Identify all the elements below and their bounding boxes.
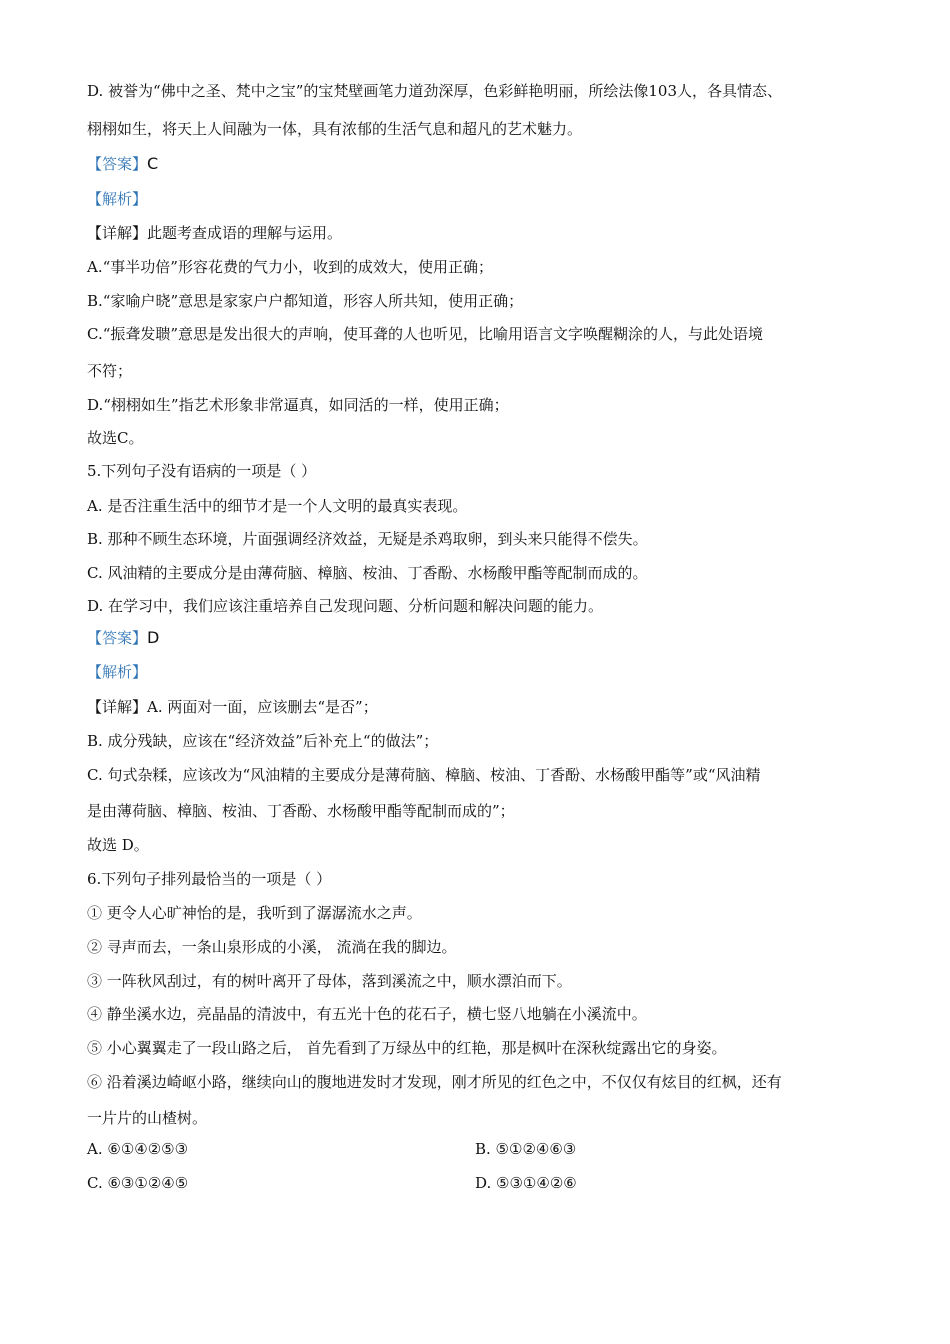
detail-tag: 【详解】 bbox=[87, 224, 148, 242]
q5-analysis-tag: 【解析】 bbox=[87, 663, 148, 681]
answer-value: C bbox=[147, 154, 159, 173]
q6-option-d: D. ⑤③①④②⑥ bbox=[475, 1174, 577, 1192]
q5-explain-b: B. 成分残缺，应该在“经济效益”后补充上“的做法”； bbox=[87, 732, 439, 750]
answer-value: D bbox=[147, 628, 160, 647]
q6-option-b: B. ⑤①②④⑥③ bbox=[475, 1140, 577, 1158]
q4-explain-b: B.“家喻户晓”意思是家家户户都知道，形容人所共知，使用正确； bbox=[87, 292, 524, 310]
q5-explain-c-line1: C. 句式杂糅，应该改为“风油精的主要成分是薄荷脑、樟脑、桉油、丁香酚、水杨酸甲酯等”或“风油精 bbox=[87, 766, 761, 784]
q5-conclusion: 故选 D。 bbox=[87, 836, 149, 854]
q6-sentence-3: ③ 一阵秋风刮过，有的树叶离开了母体，落到溪流之中，顺水漂泊而下。 bbox=[87, 972, 572, 990]
q5-stem: 5.下列句子没有语病的一项是（ ） bbox=[87, 462, 317, 480]
q6-sentence-6-line1: ⑥ 沿着溪边崎岖小路，继续向山的腹地进发时才发现，刚才所见的红色之中，不仅仅有炫目的红枫，还有 bbox=[87, 1073, 782, 1091]
q4-explain-d: D.“栩栩如生”指艺术形象非常逼真，如同活的一样，使用正确； bbox=[87, 396, 509, 414]
detail-tag: 【详解】 bbox=[87, 698, 148, 716]
answer-tag: 【答案】 bbox=[87, 629, 148, 647]
q4-explain-a: A.“事半功倍”形容花费的气力小，收到的成效大，使用正确； bbox=[87, 258, 493, 276]
q4-explain-c-line2: 不符； bbox=[87, 362, 133, 380]
q4-option-d-line2: 栩栩如生，将天上人间融为一体，具有浓郁的生活气息和超凡的艺术魅力。 bbox=[87, 120, 583, 138]
q6-sentence-2: ② 寻声而去，一条山泉形成的小溪， 流淌在我的脚边。 bbox=[87, 938, 457, 956]
answer-tag: 【答案】 bbox=[87, 155, 148, 173]
detail-text: A. 两面对一面，应该删去“是否”； bbox=[147, 698, 378, 716]
q6-sentence-1: ① 更令人心旷神怡的是，我听到了潺潺流水之声。 bbox=[87, 904, 422, 922]
q4-explain-c-line1: C.“振聋发聩”意思是发出很大的声响，使耳聋的人也听见，比喻用语言文字唤醒糊涂的人，与此处语境 bbox=[87, 325, 764, 343]
q5-option-d: D. 在学习中，我们应该注重培养自己发现问题、分析问题和解决问题的能力。 bbox=[87, 597, 604, 615]
q4-option-d-line1: D. 被誉为“佛中之圣、梵中之宝”的宝梵壁画笔力道劲深厚，色彩鲜艳明丽，所绘法像103人，各具情态、 bbox=[87, 82, 782, 100]
q6-stem: 6.下列句子排列最恰当的一项是（ ） bbox=[87, 870, 332, 888]
detail-text: 此题考查成语的理解与运用。 bbox=[147, 224, 343, 242]
q4-analysis-tag: 【解析】 bbox=[87, 190, 148, 208]
q5-option-c: C. 风油精的主要成分是由薄荷脑、樟脑、桉油、丁香酚、水杨酸甲酯等配制而成的。 bbox=[87, 564, 648, 582]
q6-option-c: C. ⑥③①②④⑤ bbox=[87, 1174, 189, 1192]
q6-option-a: A. ⑥①④②⑤③ bbox=[87, 1140, 189, 1158]
q6-sentence-5: ⑤ 小心翼翼走了一段山路之后， 首先看到了万绿丛中的红艳，那是枫叶在深秋绽露出它的身姿。 bbox=[87, 1039, 727, 1057]
q4-answer bbox=[87, 153, 158, 174]
q4-detail bbox=[87, 222, 342, 243]
q5-explain-c-line2: 是由薄荷脑、樟脑、桉油、丁香酚、水杨酸甲酯等配制而成的”； bbox=[87, 802, 515, 820]
q5-option-b: B. 那种不顾生态环境，片面强调经济效益，无疑是杀鸡取卵，到头来只能得不偿失。 bbox=[87, 530, 648, 548]
q5-detail bbox=[87, 696, 378, 717]
q5-option-a: A. 是否注重生活中的细节才是一个人文明的最真实表现。 bbox=[87, 497, 468, 515]
q6-sentence-6-line2: 一片片的山楂树。 bbox=[87, 1109, 208, 1127]
q5-answer bbox=[87, 627, 159, 648]
q4-conclusion: 故选C。 bbox=[87, 429, 144, 447]
q6-sentence-4: ④ 静坐溪水边，亮晶晶的清波中，有五光十色的花石子，横七竖八地躺在小溪流中。 bbox=[87, 1005, 647, 1023]
